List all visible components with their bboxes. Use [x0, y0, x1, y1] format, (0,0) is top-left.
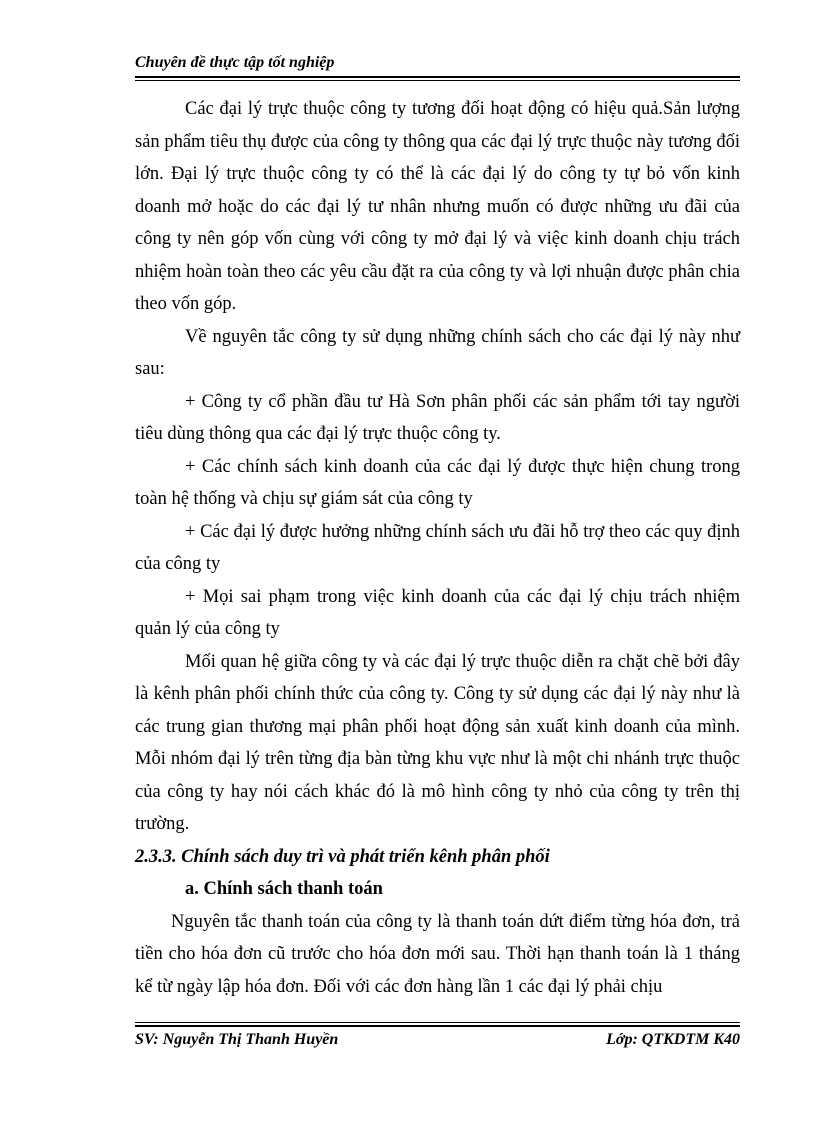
list-item-distribution: + Công ty cổ phần đầu tư Hà Sơn phân phối các sản phẩm tới tay người tiêu dùng thông qua các đại lý trực thuộc công ty.: [135, 391, 740, 444]
paragraph-relationship: Mối quan hệ giữa công ty và các đại lý trực thuộc diễn ra chặt chẽ bởi đây là kênh phân phối chính thức của công ty. Công ty sử dụng các đại lý này như là các trung gian thương mại phân phối hoạt động sản xuất kinh doanh của mình. Mỗi nhóm đại lý trên từng địa bàn từng khu vực như là một chi nhánh trực thuộc của công ty hay nói cách khác đó là mô hình công ty nhỏ của công ty trên thị trường.: [135, 651, 740, 834]
header-rule-thick: [135, 76, 740, 78]
footer-rule-thick: [135, 1025, 740, 1027]
footer-student: SV: Nguyễn Thị Thanh Huyền: [135, 1031, 339, 1048]
footer-row: [135, 1029, 740, 1051]
paragraph-payment: Nguyên tắc thanh toán của công ty là thanh toán dứt điểm từng hóa đơn, trả tiền cho hóa đơn cũ trước cho hóa đơn mới sau. Thời hạn thanh toán là 1 tháng kể từ ngày lập hóa đơn. Đối với các đơn hàng lần 1 các đại lý phải chịu: [135, 911, 740, 997]
page-body: [135, 93, 740, 1003]
section-heading: 2.3.3. Chính sách duy trì và phát triển kênh phân phối: [135, 846, 550, 867]
list-item-violations: + Mọi sai phạm trong việc kinh doanh của các đại lý chịu trách nhiệm quản lý của công ty: [135, 586, 740, 639]
page-footer: [135, 1022, 740, 1051]
header-title: Chuyên đề thực tập tốt nghiệp: [135, 54, 335, 71]
list-item-incentives: + Các đại lý được hưởng những chính sách ưu đãi hỗ trợ theo các quy định của công ty: [135, 521, 740, 574]
page-header: [135, 52, 740, 81]
footer-rule-thin: [135, 1022, 740, 1023]
list-item-business-policy: + Các chính sách kinh doanh của các đại lý được thực hiện chung trong toàn hệ thống và chịu sự giám sát của công ty: [135, 456, 740, 509]
paragraph-principles-intro: Về nguyên tắc công ty sử dụng những chính sách cho các đại lý này như sau:: [135, 326, 740, 379]
footer-class: Lớp: QTKDTM K40: [606, 1031, 740, 1048]
header-rule-thin: [135, 80, 740, 81]
paragraph-agents-overview: Các đại lý trực thuộc công ty tương đối hoạt động có hiệu quả.Sản lượng sản phẩm tiêu thụ được của công ty thông qua các đại lý trực thuộc này tương đối lớn. Đại lý trực thuộc công ty có thể là các đại lý do công ty tự bỏ vốn kinh doanh mở hoặc do các đại lý tư nhân nhưng muốn có được những ưu đãi của công ty nên góp vốn cùng với công ty mở đại lý và việc kinh doanh chịu trách nhiệm hoàn toàn theo các yêu cầu đặt ra của công ty và lợi nhuận được phân chia theo vốn góp.: [135, 99, 740, 314]
subsection-heading: a. Chính sách thanh toán: [185, 879, 383, 899]
